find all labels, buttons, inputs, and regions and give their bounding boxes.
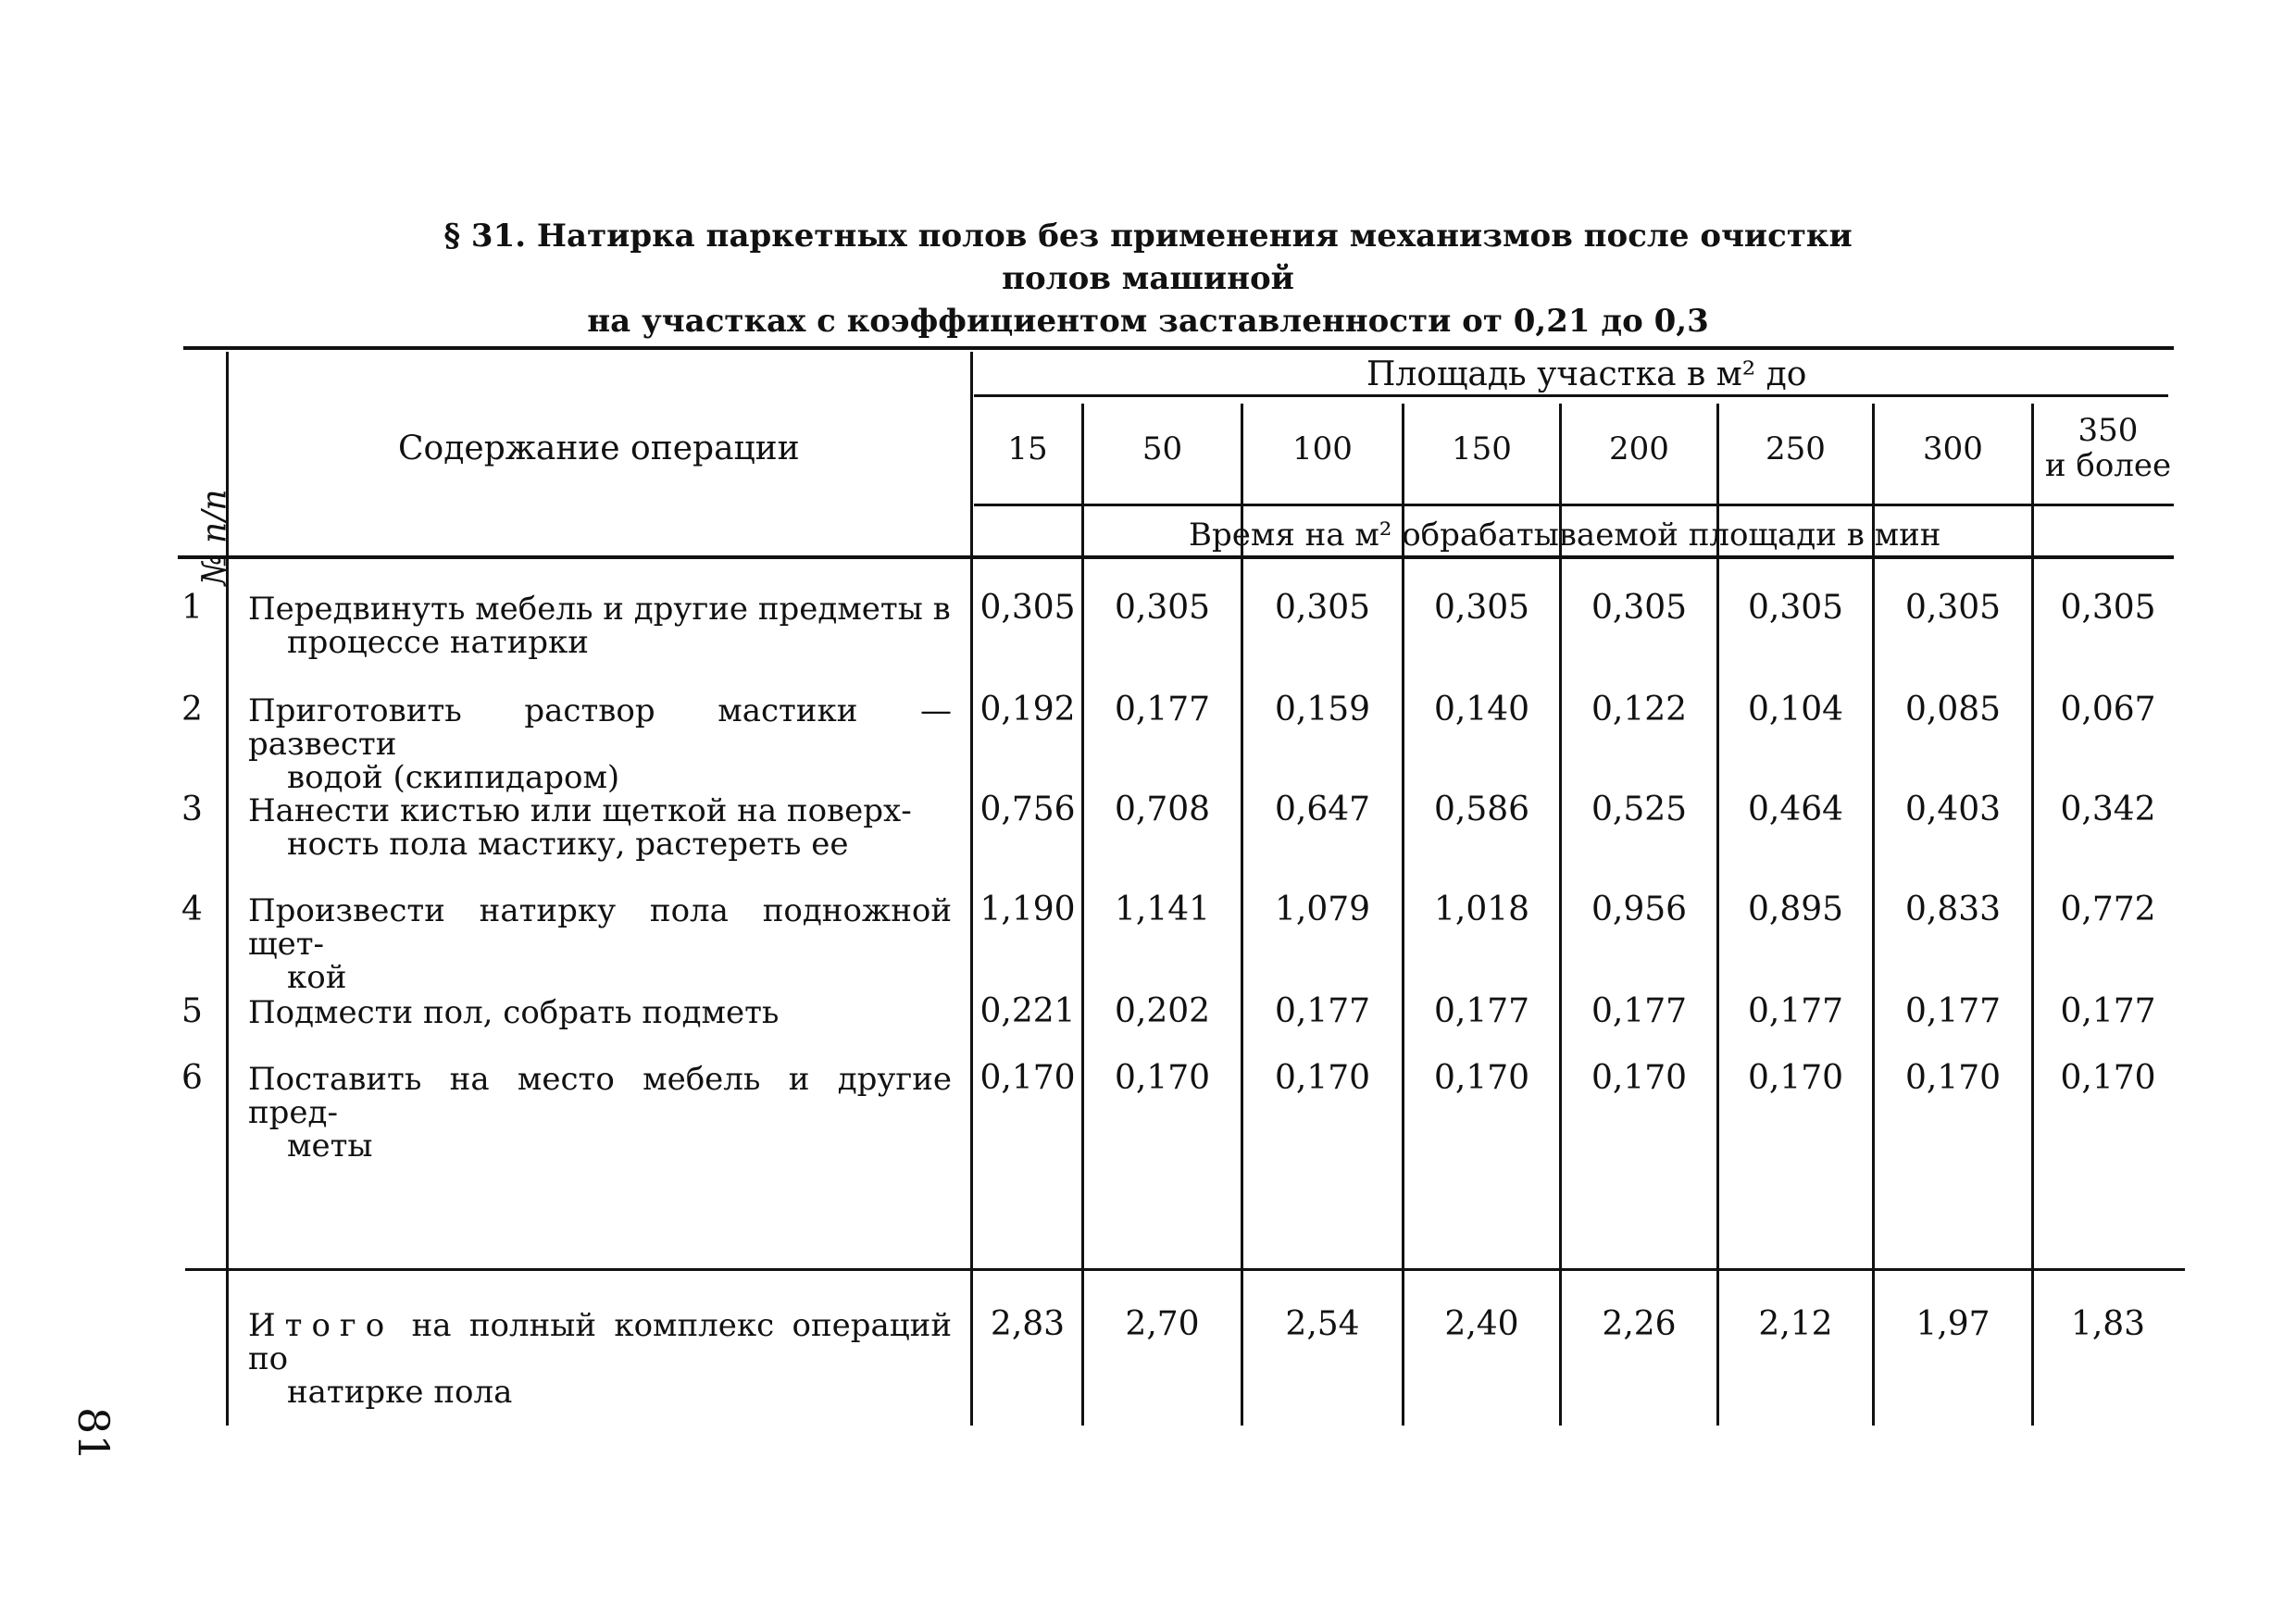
row-1-value-6: 0,305 (1747, 589, 1844, 627)
row-1-value-2: 0,305 (1114, 589, 1211, 627)
row-6-value-1: 0,170 (980, 1059, 1076, 1097)
row-5-operation (248, 996, 952, 1029)
row-6-no: 6 (181, 1059, 203, 1097)
header-operation: Содержание операции (398, 430, 800, 467)
row-4-value-7: 0,833 (1904, 890, 2002, 928)
header-col-200: 200 (1609, 430, 1669, 467)
row-4-op-line1: Произвести натирку пола подножной щет- (248, 892, 952, 963)
row-4-value-1: 1,190 (980, 890, 1076, 928)
row-1-value-3: 0,305 (1274, 589, 1371, 627)
row-6-operation (248, 1063, 952, 1163)
row-2-op-line2: водой (скипидаром) (287, 759, 620, 796)
row-3-op-line2: ность пола мастику, растереть ее (287, 826, 849, 863)
row-5-value-2: 0,202 (1114, 992, 1211, 1030)
area-header-rule (974, 394, 2168, 397)
row-3-value-3: 0,647 (1274, 791, 1371, 828)
header-col-350 (2034, 413, 2182, 483)
total-value-3: 2,54 (1285, 1305, 1360, 1343)
row-5-value-1: 0,221 (980, 992, 1076, 1030)
row-4-value-5: 0,956 (1591, 890, 1688, 928)
row-5-value-6: 0,177 (1747, 992, 1844, 1030)
header-col-300: 300 (1923, 430, 1983, 467)
section-title-line-2: на участках с коэффициентом заставленности от 0,21 до 0,3 (587, 303, 1709, 340)
row-2-value-7: 0,085 (1904, 691, 2002, 729)
header-col-15: 15 (1007, 430, 1048, 467)
row-1-value-5: 0,305 (1591, 589, 1688, 627)
row-6-value-8: 0,170 (2060, 1059, 2156, 1097)
row-3-value-1: 0,756 (980, 791, 1076, 828)
row-3-value-7: 0,403 (1904, 791, 2002, 828)
page-number: 81 (69, 1407, 119, 1462)
row-4-value-3: 1,079 (1274, 890, 1371, 928)
row-5-value-4: 0,177 (1433, 992, 1530, 1030)
body-bottom-rule (185, 1268, 2185, 1271)
total-value-6: 2,12 (1758, 1305, 1833, 1343)
row-2-value-4: 0,140 (1433, 691, 1530, 729)
total-value-2: 2,70 (1125, 1305, 1200, 1343)
row-3-op-line1: Нанести кистью или щеткой на поверх- (248, 792, 912, 829)
row-4-op-line2: кой (287, 959, 347, 996)
header-area: Площадь участка в м² до (1366, 355, 1807, 393)
row-1-op-line1: Передвинуть мебель и другие предметы в (248, 591, 951, 628)
total-value-8: 1,83 (2070, 1305, 2146, 1343)
row-2-value-2: 0,177 (1114, 691, 1211, 729)
row-4-value-6: 0,895 (1747, 890, 1844, 928)
header-col-350-line2: и более (2044, 447, 2172, 484)
header-col-150: 150 (1452, 430, 1512, 467)
total-label-word: Итого (248, 1307, 394, 1344)
total-label (248, 1309, 952, 1409)
row-1-no: 1 (181, 589, 203, 627)
row-6-value-5: 0,170 (1591, 1059, 1688, 1097)
op-col-divider (970, 352, 973, 1426)
section-title (407, 215, 1889, 342)
header-col-350-line1: 350 (2078, 412, 2139, 449)
row-6-value-3: 0,170 (1274, 1059, 1371, 1097)
row-3-no: 3 (181, 791, 203, 828)
total-value-4: 2,40 (1444, 1305, 1519, 1343)
row-6-value-6: 0,170 (1747, 1059, 1844, 1097)
row-5-value-8: 0,177 (2060, 992, 2156, 1030)
header-time: Время на м² обрабатываемой площади в мин (1189, 517, 1941, 554)
table-top-rule (183, 346, 2174, 350)
row-1-value-7: 0,305 (1904, 589, 2002, 627)
total-value-7: 1,97 (1915, 1305, 1990, 1343)
row-3-value-4: 0,586 (1433, 791, 1530, 828)
row-4-value-4: 1,018 (1433, 890, 1530, 928)
time-header-rule (974, 504, 2174, 506)
row-4-no: 4 (181, 890, 203, 928)
row-5-value-5: 0,177 (1591, 992, 1688, 1030)
row-6-op-line2: меты (287, 1127, 373, 1164)
total-label-line2: натирке пола (287, 1374, 513, 1411)
header-num: № п/п (195, 489, 234, 586)
total-value-1: 2,83 (990, 1305, 1066, 1343)
row-5-value-3: 0,177 (1274, 992, 1371, 1030)
row-2-no: 2 (181, 691, 203, 729)
row-2-value-1: 0,192 (980, 691, 1076, 729)
row-5-op-line1: Подмести пол, собрать подметь (248, 994, 780, 1031)
total-label-rest: на полный комплекс операций по (248, 1307, 952, 1377)
row-1-value-8: 0,305 (2060, 589, 2156, 627)
row-3-value-6: 0,464 (1747, 791, 1844, 828)
row-1-value-1: 0,305 (980, 589, 1076, 627)
header-col-250: 250 (1766, 430, 1826, 467)
row-2-operation (248, 694, 952, 794)
row-4-value-2: 1,141 (1114, 890, 1211, 928)
row-5-value-7: 0,177 (1904, 992, 2002, 1030)
row-3-value-2: 0,708 (1114, 791, 1211, 828)
row-3-value-5: 0,525 (1591, 791, 1688, 828)
row-1-value-4: 0,305 (1433, 589, 1530, 627)
row-6-op-line1: Поставить на место мебель и другие пред- (248, 1061, 952, 1131)
row-6-value-4: 0,170 (1433, 1059, 1530, 1097)
row-4-operation (248, 894, 952, 994)
row-2-value-6: 0,104 (1747, 691, 1844, 729)
row-2-op-line1: Приготовить раствор мастики — развести (248, 692, 952, 763)
row-2-value-5: 0,122 (1591, 691, 1688, 729)
row-2-value-3: 0,159 (1274, 691, 1371, 729)
row-6-value-2: 0,170 (1114, 1059, 1211, 1097)
total-value-5: 2,26 (1602, 1305, 1677, 1343)
row-1-operation (248, 592, 952, 659)
row-3-value-8: 0,342 (2060, 791, 2156, 828)
header-col-100: 100 (1292, 430, 1353, 467)
row-6-value-7: 0,170 (1904, 1059, 2002, 1097)
section-title-line-1: § 31. Натирка паркетных полов без применения механизмов после очистки полов машиной (443, 218, 1853, 297)
row-5-no: 5 (181, 992, 203, 1030)
row-4-value-8: 0,772 (2060, 890, 2156, 928)
row-2-value-8: 0,067 (2060, 691, 2156, 729)
row-3-operation (248, 794, 952, 861)
row-1-op-line2: процессе натирки (287, 624, 589, 661)
header-col-50: 50 (1142, 430, 1183, 467)
